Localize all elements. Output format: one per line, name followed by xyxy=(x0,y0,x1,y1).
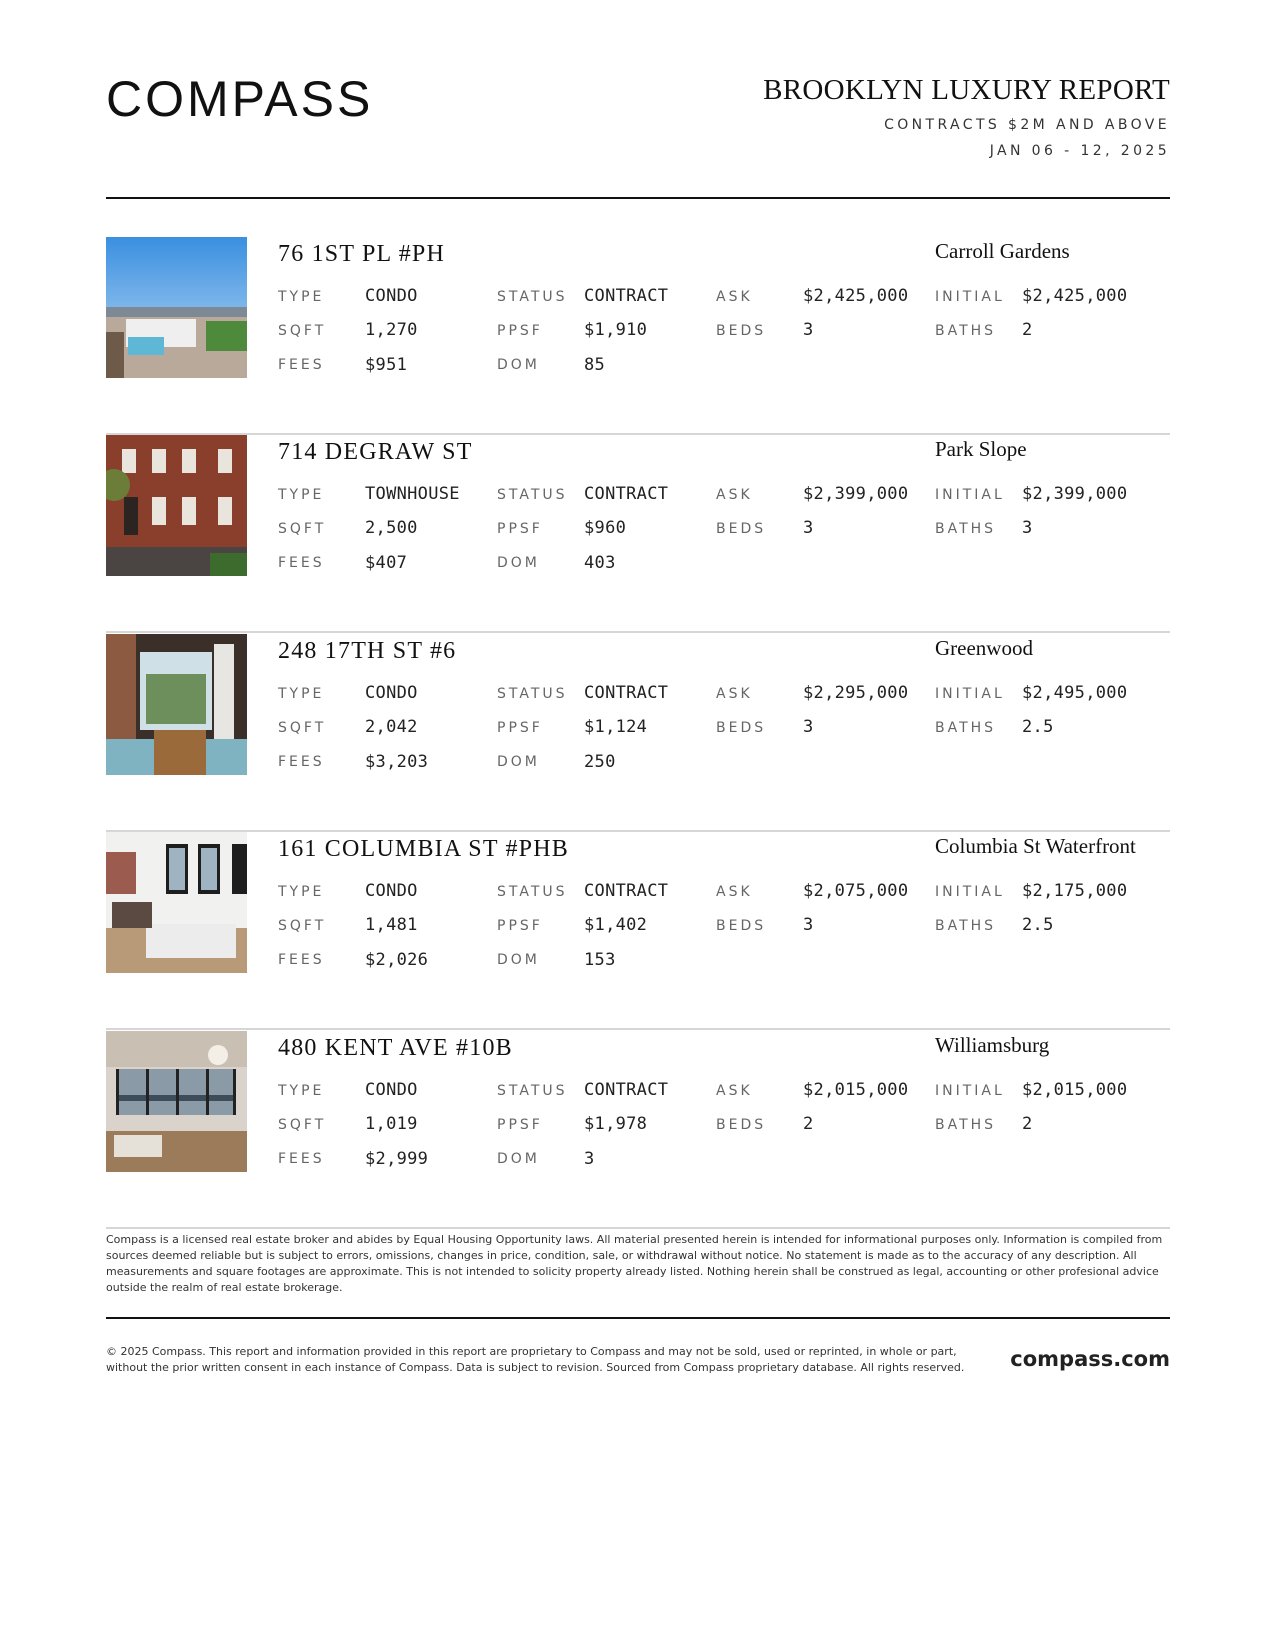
ppsf-value: $1,402 xyxy=(584,915,648,935)
baths-value: 2.5 xyxy=(1022,717,1054,737)
ppsf-label: PPSF xyxy=(497,521,543,537)
beds-value: 3 xyxy=(803,320,814,340)
listing-address: 76 1ST PL #PH xyxy=(278,241,445,267)
beds-value: 3 xyxy=(803,717,814,737)
ppsf-label: PPSF xyxy=(497,323,543,339)
ask-label: ASK xyxy=(716,1083,753,1099)
initial-label: INITIAL xyxy=(935,686,1005,702)
sqft-label: SQFT xyxy=(278,720,327,736)
initial-value: $2,175,000 xyxy=(1022,881,1128,901)
fees-value: $2,026 xyxy=(365,950,429,970)
listing-photo xyxy=(106,634,247,775)
baths-label: BATHS xyxy=(935,323,997,339)
initial-value: $2,399,000 xyxy=(1022,484,1128,504)
dom-value: 250 xyxy=(584,752,616,772)
ask-label: ASK xyxy=(716,289,753,305)
sqft-label: SQFT xyxy=(278,521,327,537)
header-divider xyxy=(106,197,1170,199)
dom-value: 153 xyxy=(584,950,616,970)
fees-label: FEES xyxy=(278,952,325,968)
listing-photo xyxy=(106,1031,247,1172)
logo-text: COMPASS xyxy=(106,72,374,124)
listing-card xyxy=(106,435,1170,633)
listing-neighborhood: Greenwood xyxy=(935,636,1033,660)
type-label: TYPE xyxy=(278,487,325,503)
listing-photo xyxy=(106,237,247,378)
listing-divider xyxy=(106,631,1170,633)
sqft-label: SQFT xyxy=(278,918,327,934)
report-subtitle: CONTRACTS $2M AND ABOVE xyxy=(884,117,1170,133)
ask-label: ASK xyxy=(716,487,753,503)
listing-neighborhood: Park Slope xyxy=(935,437,1027,461)
sqft-value: 1,481 xyxy=(365,915,418,935)
listing-card xyxy=(106,237,1170,435)
baths-label: BATHS xyxy=(935,521,997,537)
ppsf-label: PPSF xyxy=(497,720,543,736)
ask-label: ASK xyxy=(716,884,753,900)
initial-label: INITIAL xyxy=(935,487,1005,503)
listing-neighborhood: Williamsburg xyxy=(935,1033,1050,1057)
type-label: TYPE xyxy=(278,1083,325,1099)
sqft-value: 1,270 xyxy=(365,320,418,340)
type-value: CONDO xyxy=(365,881,418,901)
status-value: CONTRACT xyxy=(584,286,669,306)
ppsf-value: $1,978 xyxy=(584,1114,648,1134)
baths-value: 3 xyxy=(1022,518,1033,538)
listing-address: 161 COLUMBIA ST #PHB xyxy=(278,836,569,862)
status-label: STATUS xyxy=(497,487,568,503)
status-value: CONTRACT xyxy=(584,881,669,901)
baths-value: 2.5 xyxy=(1022,915,1054,935)
compass-logo xyxy=(106,72,416,128)
ppsf-label: PPSF xyxy=(497,918,543,934)
beds-label: BEDS xyxy=(716,521,767,537)
initial-label: INITIAL xyxy=(935,1083,1005,1099)
legal-disclaimer: Compass is a licensed real estate broker and abides by Equal Housing Opportunity laws. All material presented herein is intended for informational purposes only. Information is compiled from sources deemed reliable but is subject to errors, omissions, changes in price, condition, sale, or withdrawal without notice. No statement is made as to the accuracy of any description. All measurements and square footages are approximate. This is not intended to solicity property already listed. Nothing herein shall be construed as legal, accounting or other profesional advice outside the realm of real estate brokerage. xyxy=(106,1233,1163,1294)
initial-label: INITIAL xyxy=(935,289,1005,305)
fees-label: FEES xyxy=(278,754,325,770)
ppsf-value: $1,124 xyxy=(584,717,648,737)
dom-value: 3 xyxy=(584,1149,595,1169)
initial-label: INITIAL xyxy=(935,884,1005,900)
listing-address: 248 17TH ST #6 xyxy=(278,638,457,664)
status-value: CONTRACT xyxy=(584,484,669,504)
type-value: CONDO xyxy=(365,1080,418,1100)
type-value: CONDO xyxy=(365,683,418,703)
website-link[interactable]: compass.com xyxy=(1010,1347,1170,1371)
report-title-block xyxy=(763,74,1170,159)
listing-card xyxy=(106,1031,1170,1229)
beds-value: 3 xyxy=(803,915,814,935)
type-value: TOWNHOUSE xyxy=(365,484,460,504)
ask-value: $2,075,000 xyxy=(803,881,909,901)
listing-photo xyxy=(106,832,247,973)
listing-card xyxy=(106,832,1170,1030)
beds-value: 3 xyxy=(803,518,814,538)
sqft-label: SQFT xyxy=(278,1117,327,1133)
listing-neighborhood: Columbia St Waterfront xyxy=(935,834,1136,858)
report-title: BROOKLYN LUXURY REPORT xyxy=(763,74,1170,106)
dining-room-image xyxy=(106,634,247,775)
dom-value: 85 xyxy=(584,355,606,375)
baths-value: 2 xyxy=(1022,1114,1033,1134)
status-label: STATUS xyxy=(497,686,568,702)
fees-label: FEES xyxy=(278,555,325,571)
fees-value: $2,999 xyxy=(365,1149,429,1169)
status-value: CONTRACT xyxy=(584,1080,669,1100)
sqft-value: 2,042 xyxy=(365,717,418,737)
footer-divider xyxy=(106,1317,1170,1319)
initial-value: $2,495,000 xyxy=(1022,683,1128,703)
brownstone-facade-image xyxy=(106,435,247,576)
sqft-label: SQFT xyxy=(278,323,327,339)
status-value: CONTRACT xyxy=(584,683,669,703)
fees-value: $3,203 xyxy=(365,752,429,772)
dom-label: DOM xyxy=(497,357,540,373)
type-label: TYPE xyxy=(278,289,325,305)
ask-value: $2,015,000 xyxy=(803,1080,909,1100)
initial-value: $2,015,000 xyxy=(1022,1080,1128,1100)
listing-address: 714 DEGRAW ST xyxy=(278,439,473,465)
beds-value: 2 xyxy=(803,1114,814,1134)
initial-value: $2,425,000 xyxy=(1022,286,1128,306)
ask-label: ASK xyxy=(716,686,753,702)
ask-value: $2,425,000 xyxy=(803,286,909,306)
beds-label: BEDS xyxy=(716,918,767,934)
beds-label: BEDS xyxy=(716,1117,767,1133)
fees-value: $407 xyxy=(365,553,408,573)
type-value: CONDO xyxy=(365,286,418,306)
listing-address: 480 KENT AVE #10B xyxy=(278,1035,513,1061)
dom-label: DOM xyxy=(497,1151,540,1167)
baths-label: BATHS xyxy=(935,1117,997,1133)
ppsf-label: PPSF xyxy=(497,1117,543,1133)
ppsf-value: $1,910 xyxy=(584,320,648,340)
beds-label: BEDS xyxy=(716,720,767,736)
baths-value: 2 xyxy=(1022,320,1033,340)
listing-photo xyxy=(106,435,247,576)
baths-label: BATHS xyxy=(935,918,997,934)
rooftop-terrace-image xyxy=(106,237,247,378)
dom-value: 403 xyxy=(584,553,616,573)
status-label: STATUS xyxy=(497,884,568,900)
fees-label: FEES xyxy=(278,357,325,373)
status-label: STATUS xyxy=(497,1083,568,1099)
listing-neighborhood: Carroll Gardens xyxy=(935,239,1070,263)
fees-value: $951 xyxy=(365,355,408,375)
baths-label: BATHS xyxy=(935,720,997,736)
type-label: TYPE xyxy=(278,884,325,900)
copyright-notice: © 2025 Compass. This report and information provided in this report are proprietary to Compass and may not be sold, used or reprinted, in whole or part, without the prior written consent in each instance of Compass. Data is subject to revision. Sourced from Compass proprietary database. All rights reserved. xyxy=(106,1345,965,1374)
report-date-range: JAN 06 - 12, 2025 xyxy=(989,143,1170,159)
sqft-value: 1,019 xyxy=(365,1114,418,1134)
ppsf-value: $960 xyxy=(584,518,627,538)
listing-divider xyxy=(106,1028,1170,1030)
sqft-value: 2,500 xyxy=(365,518,418,538)
type-label: TYPE xyxy=(278,686,325,702)
listing-divider xyxy=(106,1227,1170,1229)
listing-card xyxy=(106,634,1170,832)
ask-value: $2,399,000 xyxy=(803,484,909,504)
dom-label: DOM xyxy=(497,754,540,770)
compass-wordmark xyxy=(106,72,416,124)
status-label: STATUS xyxy=(497,289,568,305)
dom-label: DOM xyxy=(497,952,540,968)
ask-value: $2,295,000 xyxy=(803,683,909,703)
beds-label: BEDS xyxy=(716,323,767,339)
waterfront-living-image xyxy=(106,1031,247,1172)
dom-label: DOM xyxy=(497,555,540,571)
fees-label: FEES xyxy=(278,1151,325,1167)
living-room-image xyxy=(106,832,247,973)
